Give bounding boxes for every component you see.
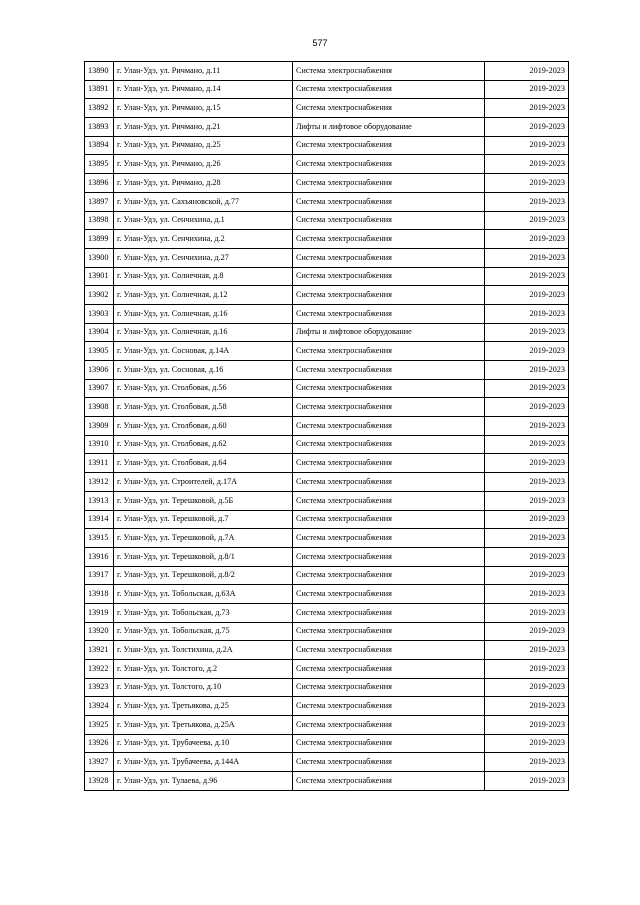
system-cell: Система электроснабжения <box>293 379 485 398</box>
row-number-cell: 13894 <box>85 136 114 155</box>
period-cell: 2019-2023 <box>485 641 569 660</box>
table-row <box>85 772 569 791</box>
address-cell: г. Улан-Удэ, ул. Трубачеева, д.144А <box>114 753 293 772</box>
table-row <box>85 174 569 193</box>
system-cell: Система электроснабжения <box>293 585 485 604</box>
table-row <box>85 435 569 454</box>
period-cell: 2019-2023 <box>485 547 569 566</box>
period-cell: 2019-2023 <box>485 417 569 436</box>
row-number-cell: 13901 <box>85 267 114 286</box>
period-cell: 2019-2023 <box>485 566 569 585</box>
table-row <box>85 379 569 398</box>
table-row <box>85 510 569 529</box>
system-cell: Система электроснабжения <box>293 622 485 641</box>
address-cell: г. Улан-Удэ, ул. Солнечная, д.12 <box>114 286 293 305</box>
period-cell: 2019-2023 <box>485 192 569 211</box>
row-number-cell: 13918 <box>85 585 114 604</box>
address-cell: г. Улан-Удэ, ул. Терешковой, д.7 <box>114 510 293 529</box>
address-cell: г. Улан-Удэ, ул. Столбовая, д.56 <box>114 379 293 398</box>
period-cell: 2019-2023 <box>485 473 569 492</box>
table-row <box>85 622 569 641</box>
period-cell: 2019-2023 <box>485 622 569 641</box>
system-cell: Система электроснабжения <box>293 342 485 361</box>
table-row <box>85 211 569 230</box>
period-cell: 2019-2023 <box>485 660 569 679</box>
address-cell: г. Улан-Удэ, ул. Строителей, д.17А <box>114 473 293 492</box>
period-cell: 2019-2023 <box>485 529 569 548</box>
row-number-cell: 13913 <box>85 491 114 510</box>
row-number-cell: 13915 <box>85 529 114 548</box>
row-number-cell: 13898 <box>85 211 114 230</box>
row-number-cell: 13899 <box>85 230 114 249</box>
address-cell: г. Улан-Удэ, ул. Ричмано, д.15 <box>114 99 293 118</box>
table-row <box>85 62 569 81</box>
table-row <box>85 118 569 137</box>
table-row <box>85 248 569 267</box>
system-cell: Система электроснабжения <box>293 734 485 753</box>
period-cell: 2019-2023 <box>485 118 569 137</box>
table-row <box>85 473 569 492</box>
system-cell: Система электроснабжения <box>293 361 485 380</box>
row-number-cell: 13920 <box>85 622 114 641</box>
system-cell: Система электроснабжения <box>293 174 485 193</box>
system-cell: Система электроснабжения <box>293 398 485 417</box>
address-cell: г. Улан-Удэ, ул. Столбовая, д.62 <box>114 435 293 454</box>
system-cell: Лифты и лифтовое оборудование <box>293 118 485 137</box>
row-number-cell: 13926 <box>85 734 114 753</box>
period-cell: 2019-2023 <box>485 211 569 230</box>
system-cell: Система электроснабжения <box>293 547 485 566</box>
system-cell: Система электроснабжения <box>293 716 485 735</box>
system-cell: Система электроснабжения <box>293 529 485 548</box>
period-cell: 2019-2023 <box>485 174 569 193</box>
table-row <box>85 491 569 510</box>
period-cell: 2019-2023 <box>485 454 569 473</box>
period-cell: 2019-2023 <box>485 62 569 81</box>
system-cell: Система электроснабжения <box>293 192 485 211</box>
table-row <box>85 323 569 342</box>
table-row <box>85 547 569 566</box>
row-number-cell: 13912 <box>85 473 114 492</box>
row-number-cell: 13907 <box>85 379 114 398</box>
system-cell: Система электроснабжения <box>293 473 485 492</box>
table-row <box>85 697 569 716</box>
period-cell: 2019-2023 <box>485 603 569 622</box>
address-cell: г. Улан-Удэ, ул. Ричмано, д.26 <box>114 155 293 174</box>
table-row <box>85 267 569 286</box>
period-cell: 2019-2023 <box>485 267 569 286</box>
row-number-cell: 13895 <box>85 155 114 174</box>
address-cell: г. Улан-Удэ, ул. Тобольская, д.75 <box>114 622 293 641</box>
row-number-cell: 13914 <box>85 510 114 529</box>
system-cell: Система электроснабжения <box>293 99 485 118</box>
row-number-cell: 13903 <box>85 304 114 323</box>
address-cell: г. Улан-Удэ, ул. Сахъяновской, д.77 <box>114 192 293 211</box>
table-row <box>85 342 569 361</box>
table-row <box>85 155 569 174</box>
row-number-cell: 13890 <box>85 62 114 81</box>
row-number-cell: 13893 <box>85 118 114 137</box>
register-table <box>84 61 569 791</box>
period-cell: 2019-2023 <box>485 379 569 398</box>
address-cell: г. Улан-Удэ, ул. Столбовая, д.58 <box>114 398 293 417</box>
address-cell: г. Улан-Удэ, ул. Ричмано, д.25 <box>114 136 293 155</box>
row-number-cell: 13891 <box>85 80 114 99</box>
period-cell: 2019-2023 <box>485 697 569 716</box>
register-table-body <box>85 62 569 791</box>
period-cell: 2019-2023 <box>485 342 569 361</box>
row-number-cell: 13902 <box>85 286 114 305</box>
table-row <box>85 361 569 380</box>
period-cell: 2019-2023 <box>485 155 569 174</box>
row-number-cell: 13892 <box>85 99 114 118</box>
table-row <box>85 529 569 548</box>
system-cell: Система электроснабжения <box>293 417 485 436</box>
table-row <box>85 99 569 118</box>
row-number-cell: 13922 <box>85 660 114 679</box>
system-cell: Система электроснабжения <box>293 603 485 622</box>
period-cell: 2019-2023 <box>485 323 569 342</box>
table-row <box>85 80 569 99</box>
row-number-cell: 13921 <box>85 641 114 660</box>
system-cell: Система электроснабжения <box>293 80 485 99</box>
address-cell: г. Улан-Удэ, ул. Сенчихина, д.2 <box>114 230 293 249</box>
table-row <box>85 304 569 323</box>
address-cell: г. Улан-Удэ, ул. Терешковой, д.7А <box>114 529 293 548</box>
table-row <box>85 716 569 735</box>
address-cell: г. Улан-Удэ, ул. Тулаева, д.96 <box>114 772 293 791</box>
table-row <box>85 230 569 249</box>
row-number-cell: 13925 <box>85 716 114 735</box>
system-cell: Система электроснабжения <box>293 304 485 323</box>
address-cell: г. Улан-Удэ, ул. Сосновая, д.14А <box>114 342 293 361</box>
address-cell: г. Улан-Удэ, ул. Солнечная, д.16 <box>114 304 293 323</box>
table-row <box>85 585 569 604</box>
row-number-cell: 13896 <box>85 174 114 193</box>
period-cell: 2019-2023 <box>485 491 569 510</box>
row-number-cell: 13910 <box>85 435 114 454</box>
row-number-cell: 13897 <box>85 192 114 211</box>
table-row <box>85 753 569 772</box>
table-row <box>85 641 569 660</box>
system-cell: Система электроснабжения <box>293 267 485 286</box>
table-row <box>85 566 569 585</box>
period-cell: 2019-2023 <box>485 678 569 697</box>
system-cell: Система электроснабжения <box>293 155 485 174</box>
period-cell: 2019-2023 <box>485 435 569 454</box>
row-number-cell: 13928 <box>85 772 114 791</box>
period-cell: 2019-2023 <box>485 585 569 604</box>
system-cell: Система электроснабжения <box>293 62 485 81</box>
address-cell: г. Улан-Удэ, ул. Ричмано, д.14 <box>114 80 293 99</box>
table-row <box>85 136 569 155</box>
period-cell: 2019-2023 <box>485 716 569 735</box>
period-cell: 2019-2023 <box>485 398 569 417</box>
period-cell: 2019-2023 <box>485 230 569 249</box>
address-cell: г. Улан-Удэ, ул. Столбовая, д.60 <box>114 417 293 436</box>
system-cell: Система электроснабжения <box>293 435 485 454</box>
period-cell: 2019-2023 <box>485 136 569 155</box>
address-cell: г. Улан-Удэ, ул. Терешковой, д.5Б <box>114 491 293 510</box>
address-cell: г. Улан-Удэ, ул. Столбовая, д.64 <box>114 454 293 473</box>
address-cell: г. Улан-Удэ, ул. Ричмано, д.11 <box>114 62 293 81</box>
system-cell: Лифты и лифтовое оборудование <box>293 323 485 342</box>
system-cell: Система электроснабжения <box>293 248 485 267</box>
system-cell: Система электроснабжения <box>293 566 485 585</box>
period-cell: 2019-2023 <box>485 734 569 753</box>
address-cell: г. Улан-Удэ, ул. Сосновая, д.16 <box>114 361 293 380</box>
address-cell: г. Улан-Удэ, ул. Ричмано, д.21 <box>114 118 293 137</box>
period-cell: 2019-2023 <box>485 361 569 380</box>
system-cell: Система электроснабжения <box>293 697 485 716</box>
row-number-cell: 13911 <box>85 454 114 473</box>
table-row <box>85 398 569 417</box>
address-cell: г. Улан-Удэ, ул. Терешковой, д.8/1 <box>114 547 293 566</box>
address-cell: г. Улан-Удэ, ул. Третьякова, д.25 <box>114 697 293 716</box>
period-cell: 2019-2023 <box>485 510 569 529</box>
system-cell: Система электроснабжения <box>293 491 485 510</box>
system-cell: Система электроснабжения <box>293 286 485 305</box>
row-number-cell: 13917 <box>85 566 114 585</box>
address-cell: г. Улан-Удэ, ул. Сенчихина, д.27 <box>114 248 293 267</box>
address-cell: г. Улан-Удэ, ул. Толстихина, д.2А <box>114 641 293 660</box>
row-number-cell: 13924 <box>85 697 114 716</box>
system-cell: Система электроснабжения <box>293 753 485 772</box>
row-number-cell: 13900 <box>85 248 114 267</box>
system-cell: Система электроснабжения <box>293 230 485 249</box>
system-cell: Система электроснабжения <box>293 510 485 529</box>
system-cell: Система электроснабжения <box>293 454 485 473</box>
address-cell: г. Улан-Удэ, ул. Солнечная, д.16 <box>114 323 293 342</box>
address-cell: г. Улан-Удэ, ул. Третьякова, д.25А <box>114 716 293 735</box>
table-row <box>85 734 569 753</box>
table-row <box>85 286 569 305</box>
address-cell: г. Улан-Удэ, ул. Солнечная, д.8 <box>114 267 293 286</box>
table-row <box>85 454 569 473</box>
table-row <box>85 660 569 679</box>
period-cell: 2019-2023 <box>485 772 569 791</box>
table-row <box>85 678 569 697</box>
table-row <box>85 192 569 211</box>
system-cell: Система электроснабжения <box>293 678 485 697</box>
page-number: 577 <box>312 38 328 48</box>
period-cell: 2019-2023 <box>485 304 569 323</box>
row-number-cell: 13909 <box>85 417 114 436</box>
address-cell: г. Улан-Удэ, ул. Толстого, д.10 <box>114 678 293 697</box>
row-number-cell: 13916 <box>85 547 114 566</box>
row-number-cell: 13927 <box>85 753 114 772</box>
row-number-cell: 13906 <box>85 361 114 380</box>
row-number-cell: 13905 <box>85 342 114 361</box>
address-cell: г. Улан-Удэ, ул. Трубачеева, д.10 <box>114 734 293 753</box>
system-cell: Система электроснабжения <box>293 641 485 660</box>
row-number-cell: 13908 <box>85 398 114 417</box>
system-cell: Система электроснабжения <box>293 136 485 155</box>
system-cell: Система электроснабжения <box>293 660 485 679</box>
row-number-cell: 13919 <box>85 603 114 622</box>
address-cell: г. Улан-Удэ, ул. Терешковой, д.8/2 <box>114 566 293 585</box>
system-cell: Система электроснабжения <box>293 772 485 791</box>
period-cell: 2019-2023 <box>485 286 569 305</box>
address-cell: г. Улан-Удэ, ул. Тобольская, д.63А <box>114 585 293 604</box>
period-cell: 2019-2023 <box>485 80 569 99</box>
row-number-cell: 13904 <box>85 323 114 342</box>
address-cell: г. Улан-Удэ, ул. Толстого, д.2 <box>114 660 293 679</box>
table-row <box>85 603 569 622</box>
period-cell: 2019-2023 <box>485 753 569 772</box>
period-cell: 2019-2023 <box>485 99 569 118</box>
period-cell: 2019-2023 <box>485 248 569 267</box>
address-cell: г. Улан-Удэ, ул. Сенчихина, д.1 <box>114 211 293 230</box>
row-number-cell: 13923 <box>85 678 114 697</box>
address-cell: г. Улан-Удэ, ул. Тобольская, д.73 <box>114 603 293 622</box>
table-row <box>85 417 569 436</box>
address-cell: г. Улан-Удэ, ул. Ричмано, д.28 <box>114 174 293 193</box>
system-cell: Система электроснабжения <box>293 211 485 230</box>
